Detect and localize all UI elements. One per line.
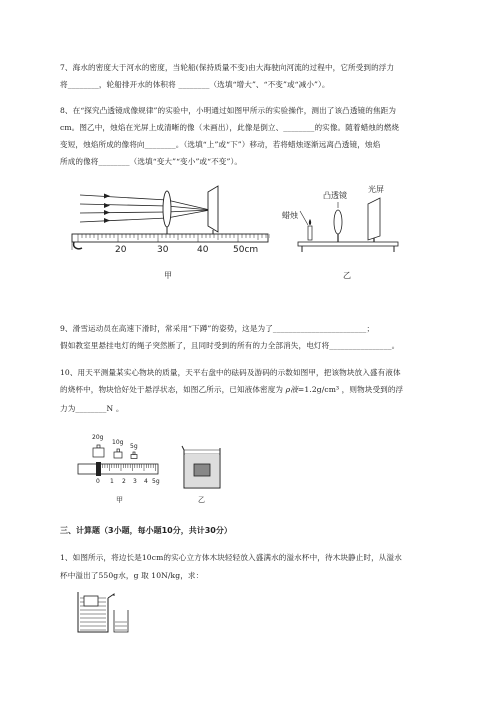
- q10-line2-end: =1.2g/cm³ ，则物块受到的浮: [297, 385, 404, 394]
- q8-yi-caption: 乙: [343, 271, 351, 280]
- q10-line2-start: 的烧杯中，物块恰好处于悬浮状态，如图乙所示，已知液体密度为: [60, 385, 286, 394]
- candle-label: 蜡烛: [282, 211, 298, 220]
- section3-title: 三、计算题（3小题，每小题10分，共计30分）: [60, 526, 232, 535]
- scale-mark-0: 0: [96, 478, 100, 485]
- q10-line3: 力为________N 。: [60, 404, 124, 413]
- rho-symbol: ρ液: [285, 385, 298, 394]
- q10-yi-caption: 乙: [198, 496, 205, 504]
- q9-line1: 9、滑雪运动员在高速下滑时，常采用“下蹲”的姿势，这是为了________________________；: [60, 324, 375, 333]
- q8-figure-jia: [70, 182, 270, 282]
- q8-line4: 所成的像将________（选填“变大”“变小”或“不变”）。: [60, 157, 243, 166]
- weight-20g-label: 20g: [92, 434, 104, 441]
- q10-line1: 10、用天平测量某实心物块的质量，天平右盘中的砝码及游码的示数如图甲，把该物块放入盛有液体: [60, 368, 401, 377]
- ruler-mark-50cm: 50cm: [233, 245, 259, 255]
- scale-mark-1: 1: [110, 478, 114, 485]
- calc1-line1: 1、如图所示，将边长是10cm的实心立方体木块轻轻放入盛满水的溢水杯中，待木块静止时，从溢水: [60, 553, 402, 562]
- q7-line1: 7、海水的密度大于河水的密度，当轮船(保持质量不变)由大海驶向河流的过程中，它所受到的浮力: [60, 63, 395, 72]
- calc1-figure: [74, 588, 134, 638]
- screen-label: 光屏: [368, 185, 384, 194]
- q8-jia-caption: 甲: [164, 271, 172, 280]
- q9-line2: 假如教室里悬挂电灯的绳子突然断了，且同时受到的所有的力全部消失，电灯将________________。: [60, 341, 400, 350]
- q8-line2: cm。图乙中，烛焰在光屏上成清晰的像（未画出），此像是倒立、________的实像。随着蜡烛的燃烧: [60, 123, 400, 132]
- q10-figure-jia: [72, 430, 172, 510]
- q10-figure-yi: [176, 440, 236, 510]
- scale-mark-3: 3: [133, 478, 137, 485]
- q8-figure-yi: [278, 182, 418, 282]
- ruler-mark-40: 40: [197, 245, 209, 255]
- weight-10g-label: 10g: [112, 439, 124, 446]
- scale-mark-4: 4: [144, 478, 148, 485]
- q8-line1: 8、在“探究凸透镜成像规律”的实验中，小明通过如图甲所示的实验操作，测出了该凸透镜的焦距为: [60, 106, 397, 115]
- weight-5g-label: 5g: [130, 443, 138, 450]
- ruler-mark-20: 20: [115, 245, 127, 255]
- q10-line2: [60, 384, 403, 395]
- scale-mark-5g: 5g: [152, 478, 160, 485]
- scale-mark-2: 2: [122, 478, 126, 485]
- q8-line3: 变短，烛焰所成的像将向________。（选填“上”或“下”）移动，若将蜡烛逐渐远离凸透镜，烛焰: [60, 140, 381, 149]
- calc1-line2: 杯中溢出了550g水，g 取 10N/kg，求：: [60, 571, 204, 580]
- ruler-mark-30: 30: [157, 245, 169, 255]
- q10-jia-caption: 甲: [116, 496, 123, 504]
- lens-label: 凸透镜: [323, 191, 347, 200]
- q7-line2: 将________，轮船排开水的体积将 ________（选填“增大”、“不变”或“减小”）。: [60, 80, 330, 89]
